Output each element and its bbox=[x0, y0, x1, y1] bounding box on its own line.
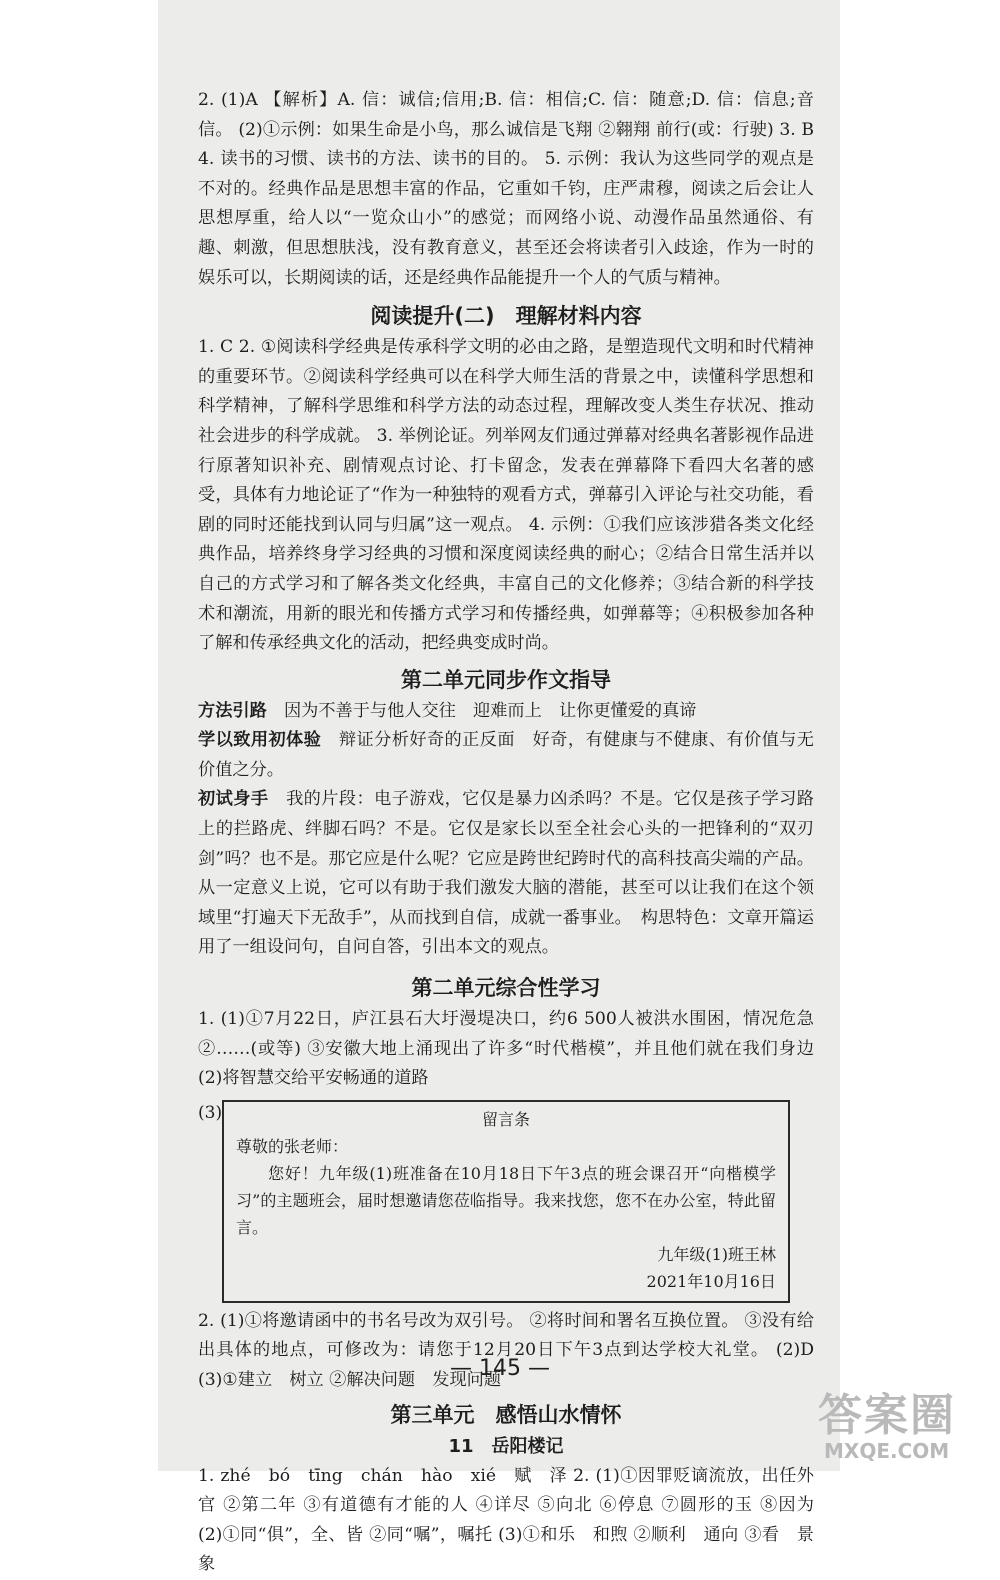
note-title: 留言条 bbox=[481, 1109, 530, 1129]
answer-paragraph: 2. (1)①将邀请函中的书名号改为双引号。 ②将时间和署名互换位置。 ③没有给出具体的地点，可修改为：请您于12月20日下午3点到达学校大礼堂。 (2)D (3)①建立 树立 ②解决问题 发现问题 bbox=[198, 1310, 814, 1390]
message-note-box bbox=[222, 1100, 790, 1303]
note-question bbox=[198, 1100, 814, 1303]
answer-paragraph: 1. (1)①7月22日，庐江县石大圩漫堤决口，约6 500人被洪水围困，情况危急 ②……(或等) ③安徽大地上涌现出了许多“时代楷模”，并且他们就在我们身边 (2)将智慧交给平安畅通的道路 bbox=[198, 1009, 814, 1089]
answer-row bbox=[198, 785, 814, 963]
answer-paragraph: 1. zhé bó tīng chán hào xié 赋 泽 2. (1)①因罪贬谪流放，出任外官 ②第二年 ③有道德有才能的人 ④详尽 ⑤向北 ⑥停息 ⑦圆形的玉 ⑧因为 (2)①同“俱”，全、皆 ②同“嘱”，嘱托 (3)①和乐 和煦 ②顺利 通向 ③看 景象 bbox=[198, 1465, 814, 1575]
row-text: 我的片段：电子游戏，它仅是暴力凶杀吗？不是。它仅是孩子学习路上的拦路虎、绊脚石吗？不是。它仅是家长以至全社会心头的一把锋利的“双刃剑”吗？也不是。那它应是什么呢？它应是跨世纪跨时代的高科技高尖端的产品。从一定意义上说，它可以有助于我们激发大脑的潜能，甚至可以让我们在这个领域里“打遍天下无敌手”，从而找到自信，成就一番事业。 构思特色：文章开篇运用了一组设问句，自问自答，引出本文的观点。 bbox=[198, 789, 814, 958]
section-title: 第三单元 感悟山水情怀 bbox=[390, 1402, 622, 1427]
row-label: 学以致用初体验 bbox=[198, 730, 322, 751]
section-title: 阅读提升(二) 理解材料内容 bbox=[370, 304, 642, 329]
answer-paragraph: 2. (1)A 【解析】A. 信：诚信;信用;B. 信：相信;C. 信：随意;D. 信：信息;音信。 (2)①示例：如果生命是小鸟，那么诚信是飞翔 ②翱翔 前行(或：行驶) 3. B 4. 读书的习惯、读书的方法、读书的目的。 5. 示例：我认为这些同学的观点是不对的。经典作品是思想丰富的作品，它重如千钧，庄严肃穆，阅读之后会让人思想厚重，给人以“一览众山小”的感觉；而网络小说、动漫作品虽然通俗、有趣、刺激，但思想肤浅，没有教育意义，甚至还会将读者引入歧途，作为一时的娱乐可以，长期阅读的话，还是经典作品能提升一个人的气质与精神。 bbox=[198, 90, 814, 288]
note-signature: 九年级(1)班王林 bbox=[657, 1244, 776, 1264]
note-body: 您好！九年级(1)班准备在10月18日下午3点的班会课召开“向楷模学习”的主题班会，届时想邀请您莅临指导。我来找您，您不在办公室，特此留言。 bbox=[236, 1163, 776, 1237]
watermark-logo bbox=[818, 1392, 994, 1466]
watermark-text: 答案圈 bbox=[818, 1390, 956, 1441]
row-label: 方法引路 bbox=[198, 700, 267, 721]
row-text: 辩证分析好奇的正反面 好奇，有健康与不健康、有价值与无价值之分。 bbox=[198, 730, 814, 780]
section-title: 第二单元综合性学习 bbox=[411, 976, 601, 1001]
page-number: — 145 — bbox=[450, 1356, 550, 1381]
section-title: 第二单元同步作文指导 bbox=[401, 667, 611, 692]
lesson-title: 11 岳阳楼记 bbox=[448, 1435, 564, 1457]
row-label: 初试身手 bbox=[198, 789, 269, 810]
row-text: 因为不善于与他人交往 迎难而上 让你更懂爱的真谛 bbox=[266, 700, 697, 721]
answer-paragraph: 1. C 2. ①阅读科学经典是传承科学文明的必由之路，是塑造现代文明和时代精神的重要环节。②阅读科学经典可以在科学大师生活的背景之中，读懂科学思想和科学精神，了解科学思维和科学方法的动态过程，理解改变人类生存状况、推动社会进步的科学成就。 3. 举例论证。列举网友们通过弹幕对经典名著影视作品进行原著知识补充、剧情观点讨论、打卡留念，发表在弹幕降下看四大名著的感受，具体有力地论证了“作为一种独特的观看方式，弹幕引入评论与社交功能，看剧的同时还能找到认同与归属”这一观点。 4. 示例：①我们应该涉猎各类文化经典作品，培养终身学习经典的习惯和深度阅读经典的耐心；②结合日常生活并以自己的方式学习和了解各类文化经典，丰富自己的文化修养；③结合新的科学技术和潮流，用新的眼光和传播方式学习和传播经典，如弹幕等；④积极参加各种了解和传承经典文化的活动，把经典变成时尚。 bbox=[198, 337, 814, 654]
note-date: 2021年10月16日 bbox=[646, 1271, 776, 1291]
note-salutation: 尊敬的张老师： bbox=[236, 1136, 349, 1156]
answer-row bbox=[198, 697, 814, 727]
answer-row bbox=[198, 726, 814, 785]
watermark-url: MXQE.COM bbox=[824, 1439, 950, 1463]
question-number: (3) bbox=[198, 1102, 223, 1123]
